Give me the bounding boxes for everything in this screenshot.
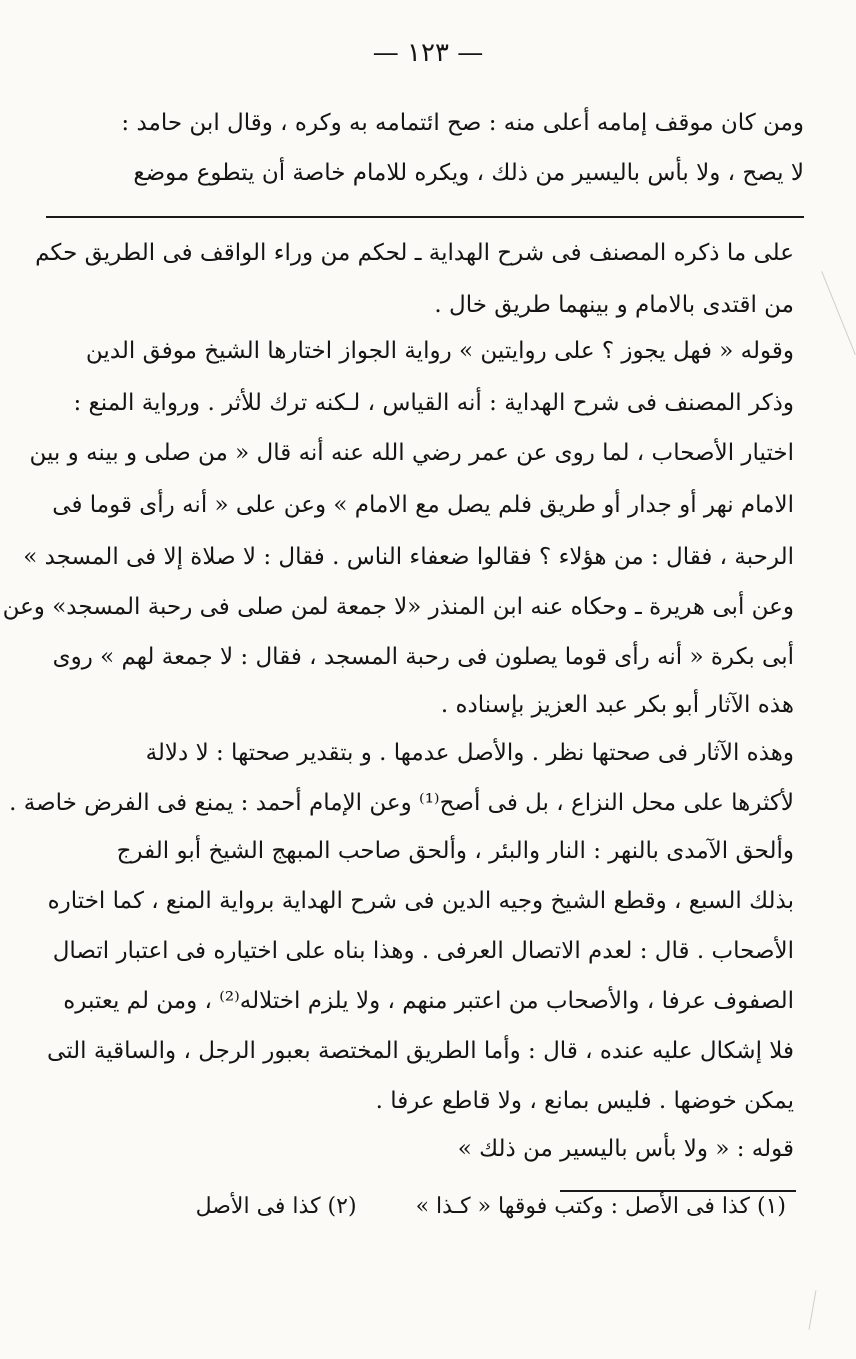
text-line: الصفوف عرفا ، والأصحاب من اعتبر منهم ، ولا يلزم اختلاله⁽²⁾ ، ومن لم يعتبره	[63, 988, 794, 1014]
text-line: لأكثرها على محل النزاع ، بل فى أصح⁽¹⁾ وعن الإمام أحمد : يمنع فى الفرض خاصة .	[9, 790, 794, 816]
text-line: على ما ذكره المصنف فى شرح الهداية ـ لحكم من وراء الواقف فى الطريق حكم	[35, 240, 794, 266]
text-line: وألحق الآمدى بالنهر : النار والبئر ، وألحق صاحب المبهج الشيخ أبو الفرج	[116, 838, 794, 864]
text-line: فلا إشكال عليه عنده ، قال : وأما الطريق المختصة بعبور الرجل ، والساقية التى	[47, 1038, 794, 1064]
text-line: ومن كان موقف إمامه أعلى منه : صح ائتمامه به وكره ، وقال ابن حامد :	[121, 110, 804, 136]
footnotes	[196, 1194, 786, 1219]
scan-artifact	[809, 1290, 817, 1330]
scan-artifact	[821, 271, 856, 355]
text-line: اختيار الأصحاب ، لما روى عن عمر رضي الله عنه أنه قال « من صلى و بينه و بين	[29, 440, 794, 466]
footnote-1: (١) كذا فى الأصل : وكتب فوقها « كـذا »	[415, 1194, 786, 1219]
text-line: الرحبة ، فقال : من هؤلاء ؟ فقالوا ضعفاء الناس . فقال : لا صلاة إلا فى المسجد »	[23, 544, 794, 570]
text-line: وهذه الآثار فى صحتها نظر . والأصل عدمها . و بتقدير صحتها : لا دلالة	[145, 740, 794, 766]
text-line: الامام نهر أو جدار أو طريق فلم يصل مع الامام » وعن على « أنه رأى قوما فى	[52, 492, 794, 518]
text-line: وقوله « فهل يجوز ؟ على روايتين » رواية الجواز اختارها الشيخ موفق الدين	[85, 338, 794, 364]
text-line: وذكر المصنف فى شرح الهداية : أنه القياس ، لـكنه ترك للأثر . ورواية المنع :	[73, 390, 794, 416]
text-line: من اقتدى بالامام و بينهما طريق خال .	[434, 292, 794, 318]
text-line: وعن أبى هريرة ـ وحكاه عنه ابن المنذر «لا جمعة لمن صلى فى رحبة المسجد» وعن	[2, 594, 794, 620]
text-line: هذه الآثار أبو بكر عبد العزيز بإسناده .	[440, 692, 794, 718]
text-line: أبى بكرة « أنه رأى قوما يصلون فى رحبة المسجد ، فقال : لا جمعة لهم » روى	[52, 644, 794, 670]
footnote-rule	[560, 1190, 796, 1192]
separator-rule	[46, 216, 804, 218]
text-line: قوله : « ولا بأس باليسير من ذلك »	[457, 1136, 794, 1162]
text-line: يمكن خوضها . فليس بمانع ، ولا قاطع عرفا .	[375, 1088, 794, 1114]
text-line: بذلك السبع ، وقطع الشيخ وجيه الدين فى شرح الهداية برواية المنع ، كما اختاره	[47, 888, 794, 914]
text-line: لا يصح ، ولا بأس باليسير من ذلك ، ويكره للامام خاصة أن يتطوع موضع	[133, 160, 804, 186]
text-line: الأصحاب . قال : لعدم الاتصال العرفى . وهذا بناه على اختياره فى اعتبار اتصال	[52, 938, 794, 964]
footnote-2: (٢) كذا فى الأصل	[195, 1194, 357, 1219]
page-number: — ١٢٣ —	[372, 38, 484, 68]
